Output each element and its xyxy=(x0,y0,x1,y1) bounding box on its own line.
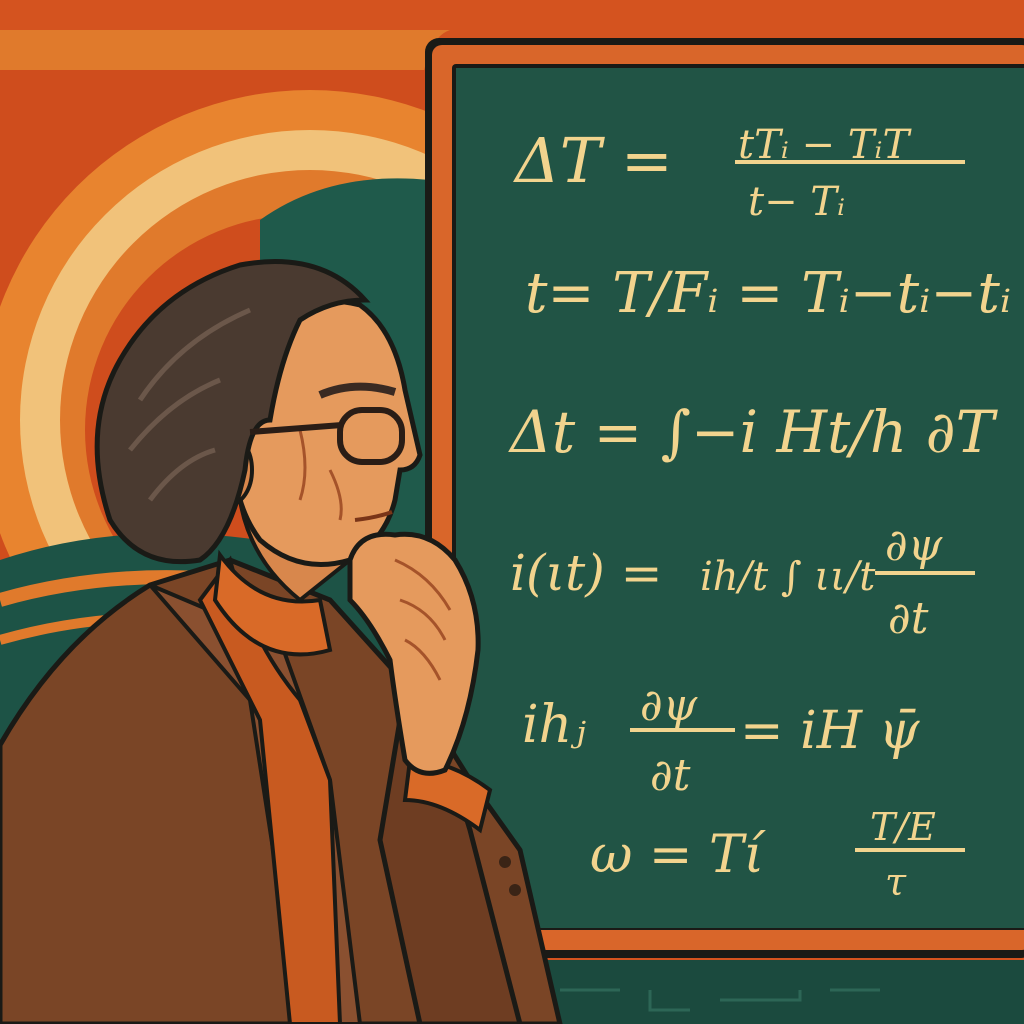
chalkboard-surface xyxy=(456,68,1024,928)
svg-text:T/E: T/E xyxy=(870,805,936,849)
equation-3: Δt = ∫−i Ht/h ∂T xyxy=(510,398,995,466)
svg-text:t− Tᵢ: t− Tᵢ xyxy=(748,179,846,225)
svg-text:ihⱼ: ihⱼ xyxy=(522,695,586,755)
sleeve-button-2 xyxy=(509,884,521,896)
svg-text:tTᵢ − TᵢT: tTᵢ − TᵢT xyxy=(738,122,910,168)
equation-2: t= T/Fᵢ = Tᵢ−tᵢ−tᵢ xyxy=(525,261,1012,326)
svg-text:ω = Tί: ω = Tί xyxy=(590,825,765,885)
svg-text:∂t: ∂t xyxy=(888,593,929,644)
svg-text:i(ιt) =: i(ιt) = xyxy=(510,544,663,602)
svg-text:∂ψ: ∂ψ xyxy=(640,680,698,731)
svg-text:ΔT =: ΔT = xyxy=(515,124,673,197)
sleeve-button xyxy=(499,856,511,868)
svg-text:τ: τ xyxy=(885,860,907,904)
svg-text:ih/t ∫ ιι/t: ih/t ∫ ιι/t xyxy=(700,554,876,600)
svg-text:= iH ψ̄: = iH ψ̄ xyxy=(740,701,920,761)
svg-text:∂ψ: ∂ψ xyxy=(885,520,943,571)
svg-text:∂t: ∂t xyxy=(650,750,691,801)
